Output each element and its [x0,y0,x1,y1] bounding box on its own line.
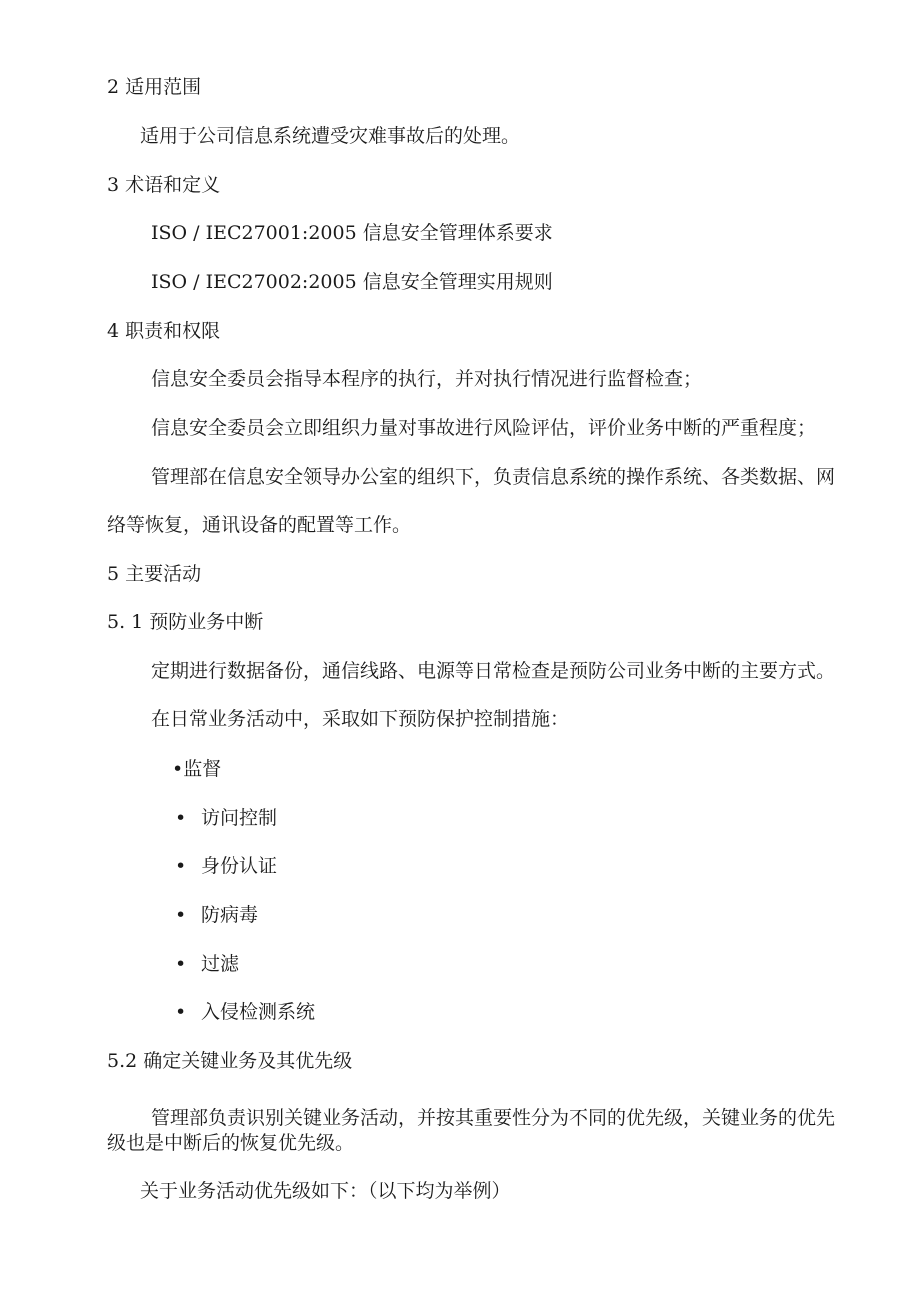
bullet-dot: • [175,953,187,975]
section-4-heading: 4 职责和权限 [107,320,221,342]
activity-paragraph: 在日常业务活动中，采取如下预防保护控制措施： [151,708,570,730]
priority-intro: 关于业务活动优先级如下：（以下均为举例） [140,1180,511,1202]
priority-paragraph-cont: 级也是中断后的恢复优先级。 [107,1132,355,1154]
priority-paragraph: 管理部负责识别关键业务活动，并按其重要性分为不同的优先级，关键业务的优先 [151,1107,836,1129]
responsibility-paragraph: 信息安全委员会立即组织力量对事故进行风险评估，评价业务中断的严重程度； [151,417,817,439]
term-item: ISO / IEC27002:2005 信息安全管理实用规则 [151,271,553,293]
section-5-heading: 5 主要活动 [107,563,202,585]
section-2-heading: 2 适用范围 [107,76,202,98]
section-2-body: 适用于公司信息系统遭受灾难事故后的处理。 [140,125,521,147]
bullet-dot: • [175,855,187,877]
bullet-item: 过滤 [201,953,240,975]
section-5-1-heading: 5. 1 预防业务中断 [107,611,264,633]
responsibility-paragraph-cont: 络等恢复，通讯设备的配置等工作。 [107,514,412,536]
section-3-heading: 3 术语和定义 [107,174,221,196]
activity-paragraph: 定期进行数据备份，通信线路、电源等日常检查是预防公司业务中断的主要方式。 [151,660,836,682]
bullet-item: 访问控制 [201,807,278,829]
bullet-item: 入侵检测系统 [201,1001,316,1023]
bullet-dot: • [175,807,187,829]
responsibility-paragraph: 管理部在信息安全领导办公室的组织下，负责信息系统的操作系统、各类数据、网 [151,466,836,488]
section-5-2-heading: 5.2 确定关键业务及其优先级 [107,1050,353,1072]
responsibility-paragraph: 信息安全委员会指导本程序的执行，并对执行情况进行监督检查； [151,368,703,390]
bullet-dot: • [175,904,187,926]
bullet-dot: • [175,1001,187,1023]
bullet-item: 身份认证 [201,855,278,877]
bullet-item: 防病毒 [201,904,259,926]
bullet-item: •监督 [172,758,222,780]
term-item: ISO / IEC27001:2005 信息安全管理体系要求 [151,222,553,244]
